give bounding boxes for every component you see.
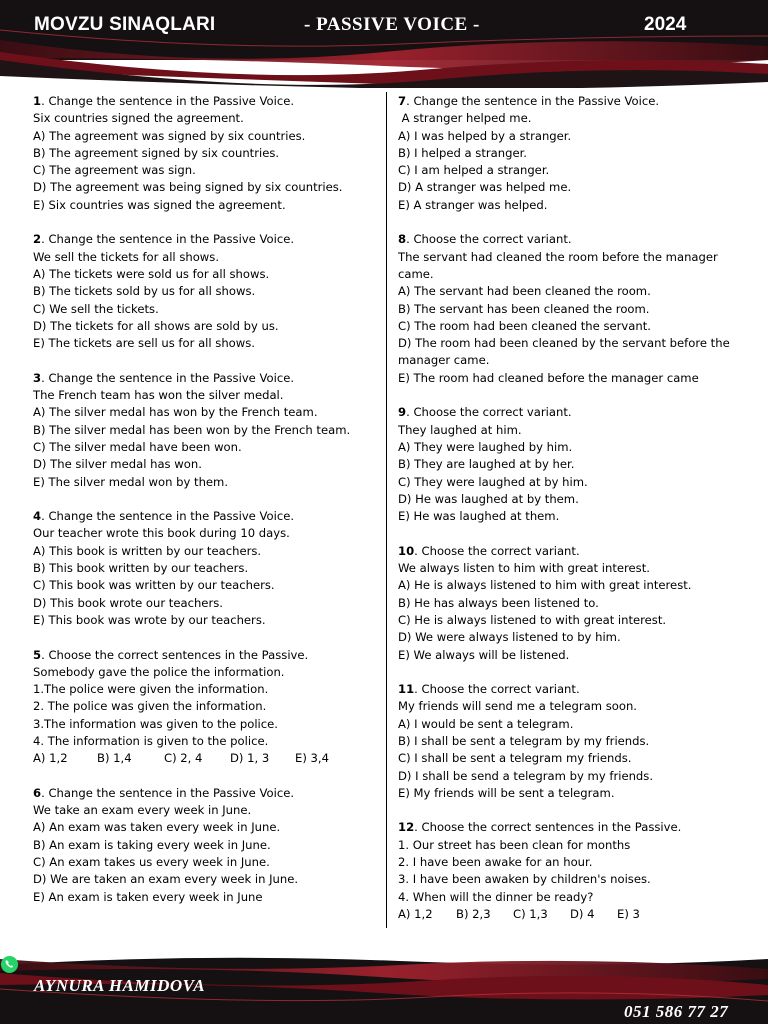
- question-sentence: Our teacher wrote this book during 10 days.: [33, 526, 290, 541]
- question-number: 1: [33, 94, 42, 108]
- question-prompt: . Change the sentence in the Passive Voice.: [41, 509, 295, 524]
- option-b: B) He has always been listened to.: [398, 595, 599, 610]
- option-b: B) They are laughed at by her.: [398, 457, 575, 472]
- question-prompt: . Choose the correct variant.: [406, 405, 572, 420]
- question-sentence: My friends will send me a telegram soon.: [398, 699, 637, 714]
- question-2: [33, 231, 378, 352]
- option-e: E) 3: [617, 906, 640, 921]
- option-b: B) The tickets sold by us for all shows.: [33, 284, 256, 299]
- question-8: [398, 231, 733, 387]
- option-b: B) 1,4: [97, 751, 132, 766]
- option-d: D) A stranger was helped me.: [398, 180, 572, 195]
- option-e: E) This book was wrote by our teachers.: [33, 612, 266, 627]
- question-prompt: . Change the sentence in the Passive Voice.: [41, 232, 295, 247]
- question-number: 6: [33, 785, 42, 800]
- option-c: C) They were laughed at by him.: [398, 474, 588, 489]
- option-e: E) A stranger was helped.: [398, 197, 548, 212]
- question-12: [398, 819, 733, 923]
- question-sentence: We take an exam every week in June.: [33, 803, 252, 818]
- question-number: 5: [33, 647, 42, 662]
- option-c: C) 1,3: [513, 906, 548, 921]
- question-number: 3: [33, 370, 42, 385]
- option-c: C) The agreement was sign.: [33, 163, 196, 178]
- phone-number: 051 586 77 27: [624, 1002, 729, 1021]
- question-sentence: We always listen to him with great interest.: [398, 561, 650, 576]
- option-a: A) 1,2: [33, 751, 68, 766]
- question-number: 8: [398, 232, 407, 247]
- right-column: [398, 93, 733, 941]
- page-footer: [0, 955, 768, 1024]
- option-b: B) 2,3: [456, 906, 491, 921]
- option-c: C) We sell the tickets.: [33, 301, 159, 316]
- option-b: B) The silver medal has been won by the French team.: [33, 422, 351, 437]
- option-d: D) We were always listened to by him.: [398, 630, 621, 645]
- option-e: E) We always will be listened.: [398, 647, 570, 662]
- question-sentence: A stranger helped me.: [398, 111, 532, 126]
- option-d: D) 1, 3: [230, 751, 270, 766]
- option-e: E) My friends will be sent a telegram.: [398, 785, 615, 800]
- option-a: A) I was helped by a stranger.: [398, 128, 572, 143]
- option-e: E) He was laughed at them.: [398, 509, 560, 524]
- option-e: E) 3,4: [295, 751, 329, 766]
- option-b: B) The agreement signed by six countries.: [33, 145, 280, 160]
- question-prompt: . Choose the correct variant.: [414, 543, 580, 558]
- question-3: [33, 370, 378, 491]
- option-a: A) An exam was taken every week in June.: [33, 820, 281, 835]
- option-d: D) We are taken an exam every week in June.: [33, 872, 299, 887]
- question-prompt: . Choose the correct variant.: [406, 232, 572, 247]
- left-column: [33, 93, 378, 923]
- option-c: C) This book was written by our teachers.: [33, 578, 275, 593]
- option-e: E) The room had cleaned before the manager came: [398, 370, 699, 385]
- option-a: A) The tickets were sold us for all shows.: [33, 266, 270, 281]
- header-title-left: MOVZU SINAQLARI: [34, 14, 216, 35]
- question-9: [398, 404, 733, 525]
- option-b: B) This book written by our teachers.: [33, 561, 249, 576]
- header-title-center: - PASSIVE VOICE -: [304, 14, 480, 35]
- statement-4: 4. When will the dinner be ready?: [398, 889, 594, 904]
- question-prompt: . Choose the correct sentences in the Passive.: [414, 820, 682, 835]
- statement-2: 2. I have been awake for an hour.: [398, 855, 593, 870]
- option-c: C) I am helped a stranger.: [398, 163, 550, 178]
- whatsapp-icon: [0, 955, 19, 974]
- option-d: D) The silver medal has won.: [33, 457, 202, 472]
- question-sentence: We sell the tickets for all shows.: [33, 249, 220, 264]
- statement-3: 3.The information was given to the police.: [33, 716, 278, 731]
- option-d: D) The room had been cleaned by the servant before the manager came.: [398, 336, 730, 368]
- question-number: 7: [398, 94, 407, 108]
- question-prompt: . Change the sentence in the Passive Voice.: [41, 785, 295, 800]
- answer-row: [33, 750, 378, 767]
- option-a: A) The agreement was signed by six countries.: [33, 128, 306, 143]
- question-10: [398, 543, 733, 664]
- statement-1: 1.The police were given the information.: [33, 682, 269, 697]
- option-a: A) 1,2: [398, 906, 433, 921]
- question-number: 12: [398, 820, 415, 835]
- question-1: [33, 93, 378, 214]
- question-number: 11: [398, 682, 415, 697]
- option-c: C) The room had been cleaned the servant.: [398, 318, 651, 333]
- question-sentence: The French team has won the silver medal.: [33, 388, 284, 403]
- question-6: [33, 785, 378, 906]
- question-sentence: They laughed at him.: [398, 422, 522, 437]
- question-sentence: Six countries signed the agreement.: [33, 111, 244, 126]
- option-c: C) I shall be sent a telegram my friends.: [398, 751, 632, 766]
- option-a: A) The servant had been cleaned the room.: [398, 284, 651, 299]
- question-number: 10: [398, 543, 415, 558]
- statement-3: 3. I have been awaken by children's noises.: [398, 872, 651, 887]
- header-year: 2024: [644, 14, 687, 35]
- option-d: D) I shall be send a telegram by my friends.: [398, 768, 654, 783]
- column-divider: [386, 92, 387, 928]
- question-number: 2: [33, 232, 42, 247]
- option-e: E) The silver medal won by them.: [33, 474, 229, 489]
- answer-row: [398, 906, 733, 923]
- option-d: D) 4: [570, 906, 595, 921]
- option-d: D) This book wrote our teachers.: [33, 595, 223, 610]
- statement-2: 2. The police was given the information.: [33, 699, 267, 714]
- option-d: D) The tickets for all shows are sold by us.: [33, 318, 279, 333]
- option-a: A) The silver medal has won by the French team.: [33, 405, 318, 420]
- option-d: D) He was laughed at by them.: [398, 491, 579, 506]
- option-c: C) 2, 4: [164, 751, 203, 766]
- question-prompt: . Choose the correct sentences in the Passive.: [41, 647, 309, 662]
- question-number: 4: [33, 509, 42, 524]
- question-prompt: . Change the sentence in the Passive Voice.: [41, 94, 295, 108]
- question-sentence: The servant had cleaned the room before the manager came.: [398, 249, 718, 281]
- option-c: C) He is always listened to with great interest.: [398, 612, 667, 627]
- option-e: E) The tickets are sell us for all shows.: [33, 336, 255, 351]
- question-7: [398, 93, 733, 214]
- option-d: D) The agreement was being signed by six countries.: [33, 180, 343, 195]
- option-a: A) This book is written by our teachers.: [33, 543, 262, 558]
- question-prompt: . Change the sentence in the Passive Voice.: [406, 94, 660, 108]
- question-number: 9: [398, 405, 407, 420]
- statement-4: 4. The information is given to the police.: [33, 733, 269, 748]
- question-sentence: Somebody gave the police the information.: [33, 664, 285, 679]
- option-b: B) An exam is taking every week in June.: [33, 837, 271, 852]
- author-name: AYNURA HAMIDOVA: [34, 976, 206, 995]
- option-b: B) I helped a stranger.: [398, 145, 527, 160]
- option-e: E) An exam is taken every week in June: [33, 889, 263, 904]
- question-11: [398, 681, 733, 802]
- option-a: A) He is always listened to him with great interest.: [398, 578, 692, 593]
- question-4: [33, 508, 378, 629]
- statement-1: 1. Our street has been clean for months: [398, 837, 631, 852]
- question-5: [33, 647, 378, 768]
- question-prompt: . Change the sentence in the Passive Voice.: [41, 370, 295, 385]
- option-a: A) They were laughed by him.: [398, 439, 573, 454]
- page-header: [0, 0, 768, 88]
- option-b: B) The servant has been cleaned the room.: [398, 301, 650, 316]
- option-e: E) Six countries was signed the agreement.: [33, 197, 286, 212]
- option-c: C) The silver medal have been won.: [33, 439, 242, 454]
- question-prompt: . Choose the correct variant.: [414, 682, 580, 697]
- option-a: A) I would be sent a telegram.: [398, 716, 574, 731]
- option-c: C) An exam takes us every week in June.: [33, 855, 270, 870]
- option-b: B) I shall be sent a telegram by my friends.: [398, 733, 650, 748]
